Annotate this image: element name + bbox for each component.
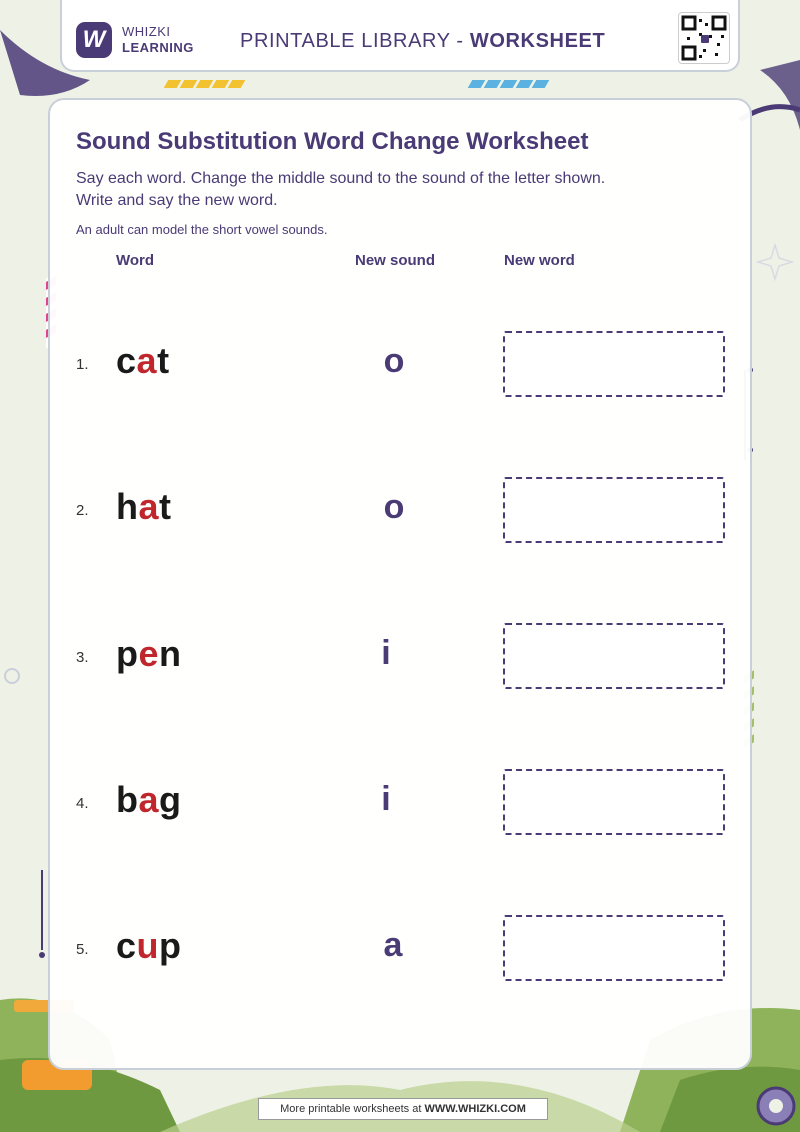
- library-title: [240, 30, 605, 53]
- row-number: 4.: [76, 795, 89, 812]
- footer-banner: [258, 1098, 548, 1120]
- middle-sound: u: [136, 925, 160, 966]
- whizki-logo-icon: W: [76, 22, 112, 58]
- instruction-line-2: Write and say the new word.: [76, 192, 278, 209]
- column-header-new-sound: New sound: [355, 252, 436, 269]
- row-number: 5.: [76, 941, 89, 958]
- answer-box-5[interactable]: [503, 915, 725, 981]
- word-hat: [116, 486, 172, 528]
- row-number: 2.: [76, 502, 89, 519]
- middle-sound: e: [138, 633, 160, 674]
- answer-box-4[interactable]: [503, 769, 725, 835]
- word-cup: [116, 925, 182, 967]
- row-number: 1.: [76, 356, 89, 373]
- adult-note: An adult can model the short vowel sounds.: [76, 222, 328, 237]
- library-type: WORKSHEET: [469, 30, 606, 52]
- qr-code-icon: [678, 12, 730, 64]
- word-end: p: [159, 925, 182, 966]
- answer-box-3[interactable]: [503, 623, 725, 689]
- word-bag: [116, 779, 182, 821]
- middle-sound: a: [136, 340, 158, 381]
- instructions: [76, 168, 716, 212]
- new-sound-letter: i: [381, 780, 391, 818]
- yellow-stripes: [166, 80, 243, 90]
- library-label: PRINTABLE LIBRARY -: [240, 30, 470, 52]
- page-header: [60, 0, 740, 72]
- word-end: t: [159, 486, 172, 527]
- middle-sound: a: [138, 486, 160, 527]
- worksheet-title: Sound Substitution Word Change Worksheet: [76, 128, 589, 155]
- word-end: n: [159, 633, 182, 674]
- footer-site-link[interactable]: WWW.WHIZKI.COM: [424, 1103, 526, 1115]
- row-number: 3.: [76, 649, 89, 666]
- word-end: g: [159, 779, 182, 820]
- new-sound-letter: i: [381, 634, 391, 672]
- brand-line-1: WHIZKI: [122, 24, 171, 39]
- word-start: p: [116, 633, 139, 674]
- word-cat: [116, 340, 170, 382]
- word-pen: [116, 633, 182, 675]
- word-start: c: [116, 925, 137, 966]
- brand-name: [122, 24, 194, 56]
- word-end: t: [157, 340, 170, 381]
- answer-box-1[interactable]: [503, 331, 725, 397]
- new-sound-letter: o: [383, 488, 405, 526]
- column-header-word: Word: [116, 252, 155, 269]
- column-header-new-word: New word: [504, 252, 575, 269]
- new-sound-letter: o: [383, 342, 405, 380]
- word-start: b: [116, 779, 139, 820]
- word-start: c: [116, 340, 137, 381]
- footer-prefix: More printable worksheets at: [280, 1103, 425, 1115]
- instruction-line-1: Say each word. Change the middle sound to the sound of the letter shown.: [76, 170, 606, 187]
- word-start: h: [116, 486, 139, 527]
- middle-sound: a: [138, 779, 160, 820]
- brand-line-2: LEARNING: [122, 40, 194, 55]
- answer-box-2[interactable]: [503, 477, 725, 543]
- new-sound-letter: a: [383, 926, 403, 964]
- blue-stripes: [470, 80, 547, 90]
